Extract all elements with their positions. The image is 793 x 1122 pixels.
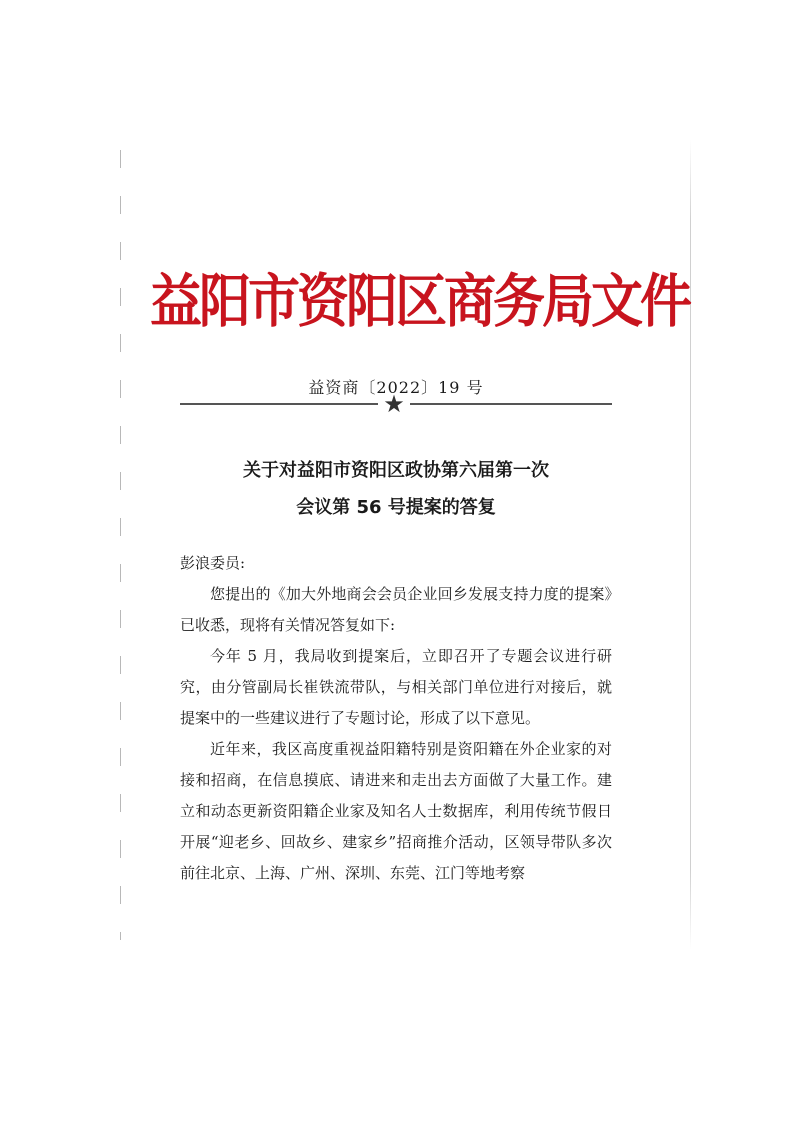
separator-rule-right: [410, 403, 612, 405]
separator-rule-left: [180, 403, 378, 405]
scan-edge-left: [120, 150, 121, 940]
subject-line-2: 会议第 56 号提案的答复: [296, 497, 496, 518]
star-icon: ★: [383, 390, 405, 418]
scan-edge-right: [690, 140, 691, 950]
body-paragraph-3: 近年来，我区高度重视益阳籍特别是资阳籍在外企业家的对接和招商，在信息摸底、请进来和走出去方面做了大量工作。建立和动态更新资阳籍企业家及知名人士数据库，利用传统节假日开展“迎老乡、回故乡、建家乡”招商推介活动，区领导带队多次前往北京、上海、广州、深圳、东莞、江门等地考察: [180, 740, 612, 882]
body-paragraph-1: 您提出的《加大外地商会会员企业回乡发展支持力度的提案》已收悉，现将有关情况答复如下:: [180, 585, 612, 634]
document-subject: [180, 452, 612, 526]
body-paragraph-2: 今年 5 月，我局收到提案后，立即召开了专题会议进行研究，由分管副局长崔铁流带队，与相关部门单位进行对接后，就提案中的一些建议进行了专题讨论，形成了以下意见。: [180, 647, 612, 727]
subject-line-1: 关于对益阳市资阳区政协第六届第一次: [243, 460, 549, 481]
header-title: 益阳市资阳区商务局文件: [150, 269, 690, 336]
salutation: 彭浪委员:: [180, 554, 246, 572]
document-body: [180, 548, 612, 889]
document-number: 益资商〔2022〕19 号: [308, 378, 484, 397]
